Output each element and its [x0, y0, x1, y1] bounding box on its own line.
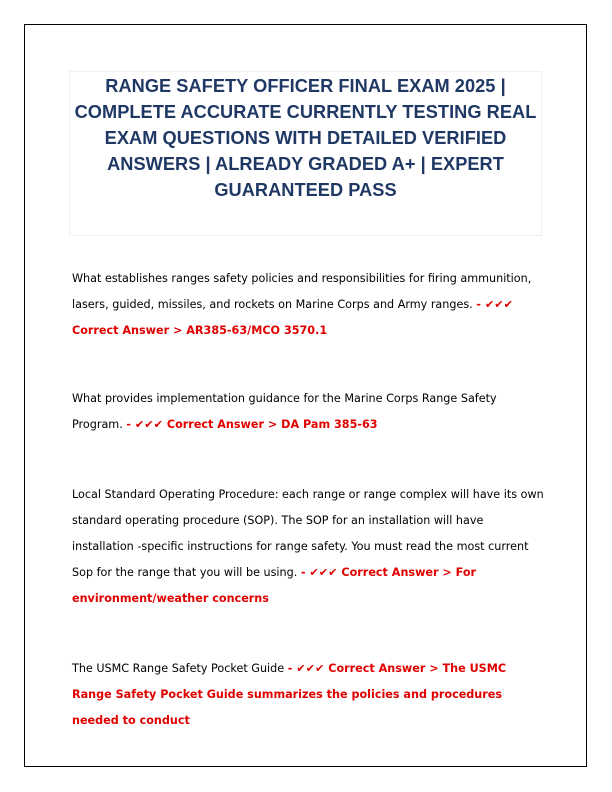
document-title: RANGE SAFETY OFFICER FINAL EXAM 2025 | COMPLETE ACCURATE CURRENTLY TESTING REAL EXAM QUESTIONS WITH DETAILED VERIFIED ANSWERS | ALREADY GRADED A+ | EXPERT GUARANTEED PASS — [74, 76, 537, 200]
answer-text: - ✔✔✔ Correct Answer > AR385-63/MCO 3570.1 — [72, 298, 513, 337]
question-text: The USMC Range Safety Pocket Guide — [72, 662, 288, 675]
qa-item — [72, 266, 547, 344]
question-text: What establishes ranges safety policies and responsibilities for firing ammunition, lasers, guided, missiles, and rockets on Marine Corps and Army ranges. — [72, 272, 532, 311]
answer-text: - ✔✔✔ Correct Answer > The USMC Range Safety Pocket Guide summarizes the policies and procedures needed to conduct — [72, 662, 507, 727]
qa-item — [72, 656, 547, 734]
answer-text: - ✔✔✔ Correct Answer > DA Pam 385-63 — [126, 418, 378, 431]
question-text: Local Standard Operating Procedure: each range or range complex will have its own standard operating procedure (SOP). The SOP for an installation will have installation -specific instructions for range safety. You must read the most current Sop for the range that you will be using. — [72, 488, 544, 579]
answer-text: - ✔✔✔ Correct Answer > For environment/weather concerns — [72, 566, 477, 605]
qa-item — [72, 482, 547, 612]
title-box — [70, 72, 541, 235]
qa-item — [72, 386, 547, 438]
question-text: What provides implementation guidance for the Marine Corps Range Safety Program. — [72, 392, 497, 431]
